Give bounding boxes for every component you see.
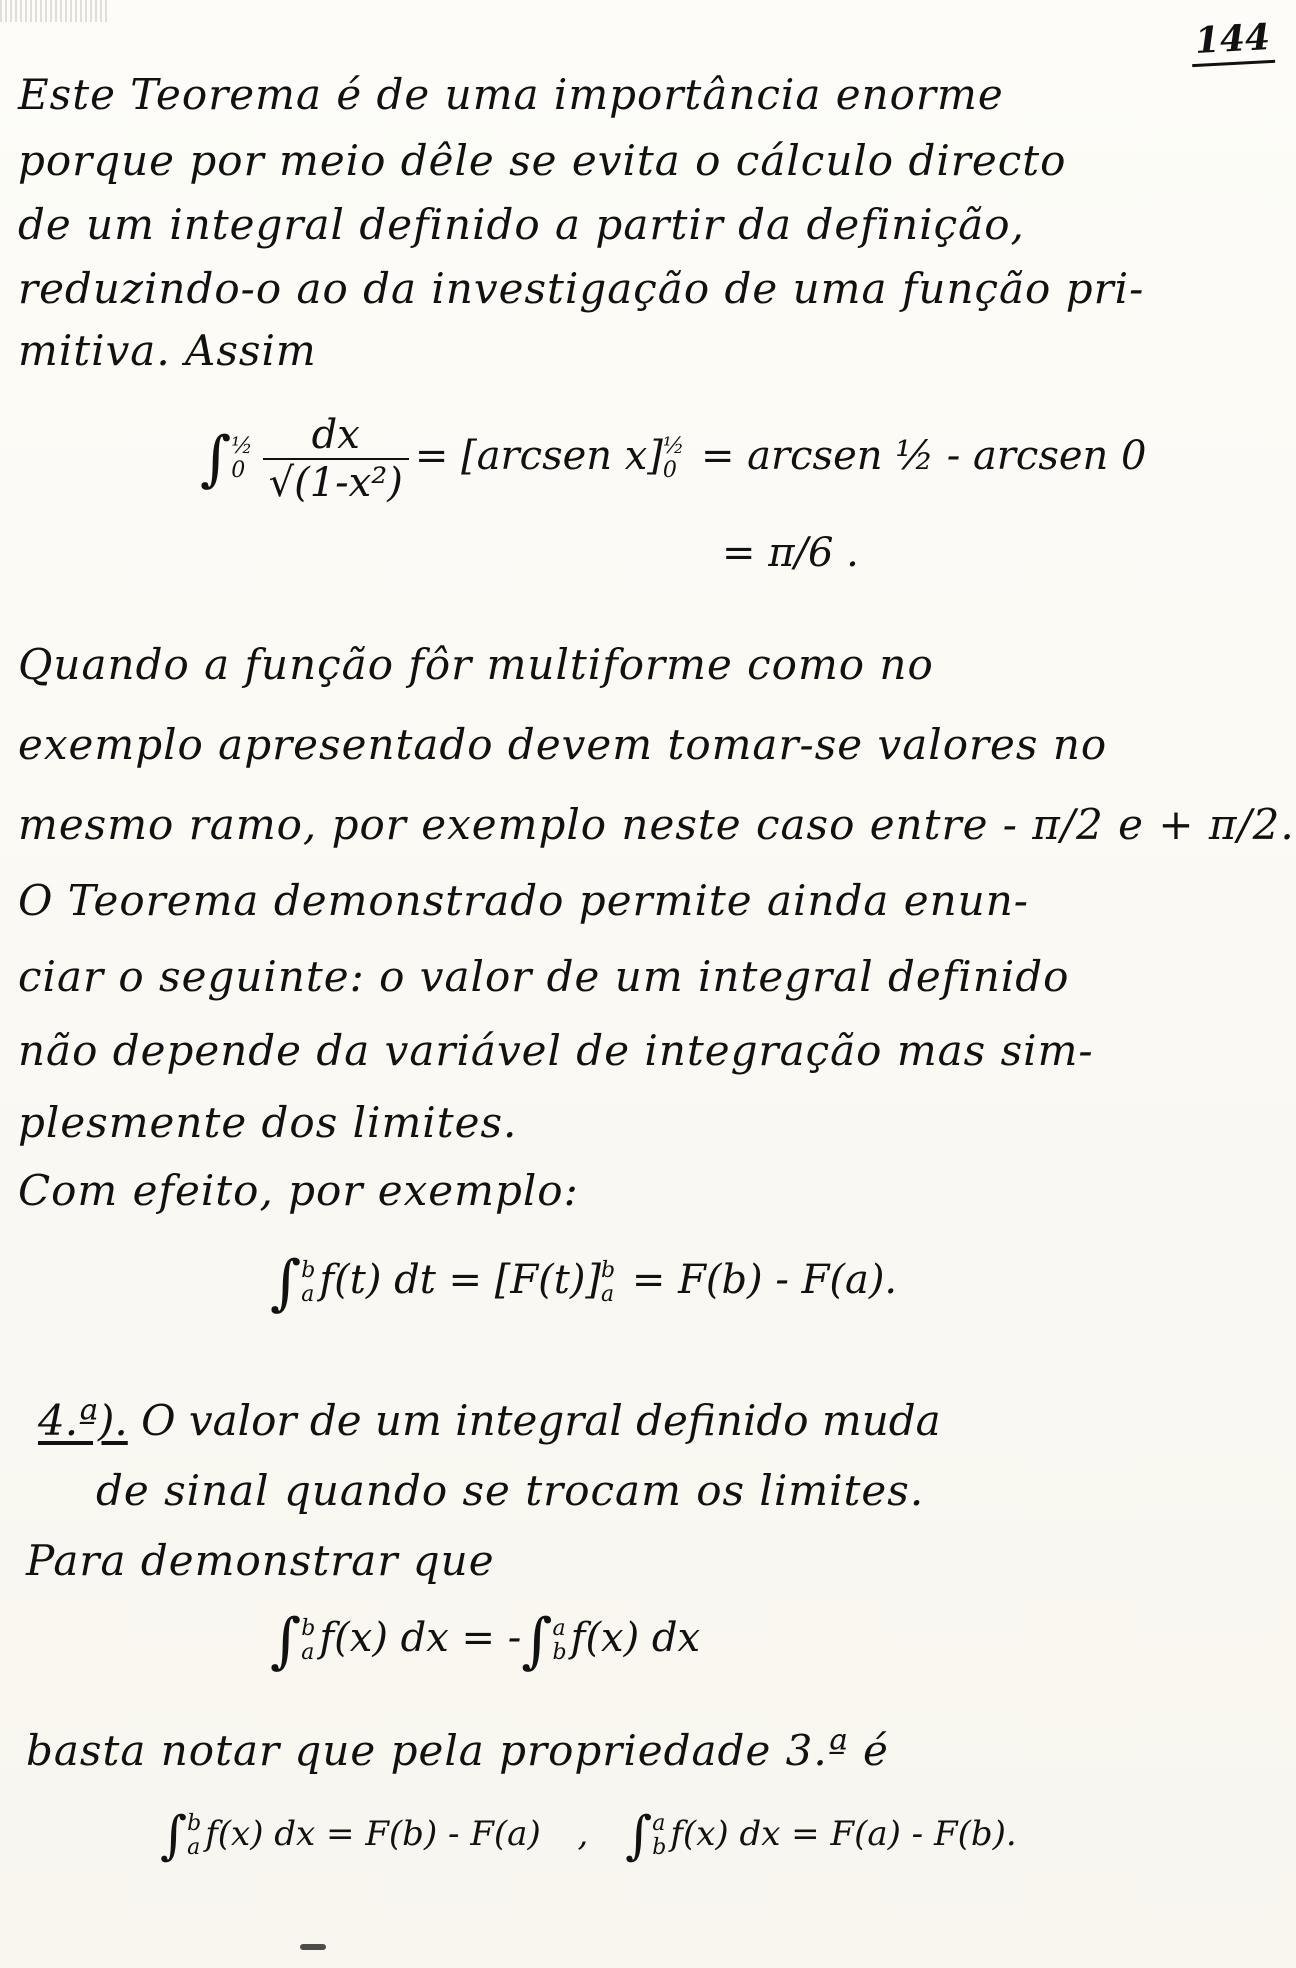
property-4-heading: [38, 1396, 941, 1445]
text-line: porque por meio dêle se evita o cálculo directo: [18, 136, 1067, 185]
integral-limits: ½ 0: [231, 433, 253, 483]
formula-variable-independence: ∫ b a f(t) dt = [F(t)] b a = F(b) - F(a).: [270, 1248, 898, 1318]
bracket-limits: b a: [601, 1257, 616, 1307]
text-line: basta notar que pela propriedade 3.ª é: [26, 1726, 889, 1775]
scan-artifact: [0, 0, 110, 22]
text-line: de um integral definido a partir da definição,: [18, 200, 1025, 249]
page-number: 144: [1190, 16, 1276, 67]
integral-limits: b a: [301, 1257, 316, 1307]
text-line: exemplo apresentado devem tomar-se valores no: [18, 720, 1108, 769]
text-line: plesmente dos limites.: [18, 1098, 518, 1147]
formula-property3: ∫ b a f(x) dx = F(b) - F(a) , ∫ a b f(x) dx = F(a) - F(b).: [160, 1806, 1017, 1866]
text-line: reduzindo-o ao da investigação de uma função pri-: [18, 264, 1145, 313]
property-number: 4.ª).: [38, 1396, 128, 1445]
text-line: não depende da variável de integração mas sim-: [18, 1026, 1094, 1075]
bracket-limits: ½ 0: [662, 433, 685, 483]
formula-arcsin: [200, 412, 1146, 506]
text-line: ciar o seguinte: o valor de um integral definido: [18, 952, 1070, 1001]
text-line: mitiva. Assim: [18, 326, 317, 375]
text-line: de sinal quando se trocam os limites.: [96, 1466, 925, 1515]
text-line: mesmo ramo, por exemplo neste caso entre - π/2 e + π/2.: [18, 800, 1295, 849]
text-line: Com efeito, por exemplo:: [18, 1166, 579, 1215]
integral-sign: ∫: [200, 424, 232, 494]
formula-swap-limits: ∫ b a f(x) dx = -∫ a b f(x) dx: [270, 1606, 701, 1676]
ink-mark: [300, 1944, 326, 1950]
text-line: Para demonstrar que: [26, 1536, 495, 1585]
fraction: $\frac{dx}{\text{√(1-x²)}}$: [263, 412, 409, 506]
formula-rhs: = arcsen ½ - arcsen 0: [700, 433, 1147, 479]
bracket-arcsin: = [arcsen x]: [414, 433, 663, 479]
text-line: O Teorema demonstrado permite ainda enun-: [18, 876, 1029, 925]
property-text: O valor de um integral definido muda: [141, 1396, 941, 1445]
text-line: Quando a função fôr multiforme como no: [18, 640, 934, 689]
integral-sign: ∫: [270, 1248, 302, 1318]
formula-result: = π/6 .: [722, 530, 859, 576]
text-line: Este Teorema é de uma importância enorme: [18, 70, 1004, 119]
